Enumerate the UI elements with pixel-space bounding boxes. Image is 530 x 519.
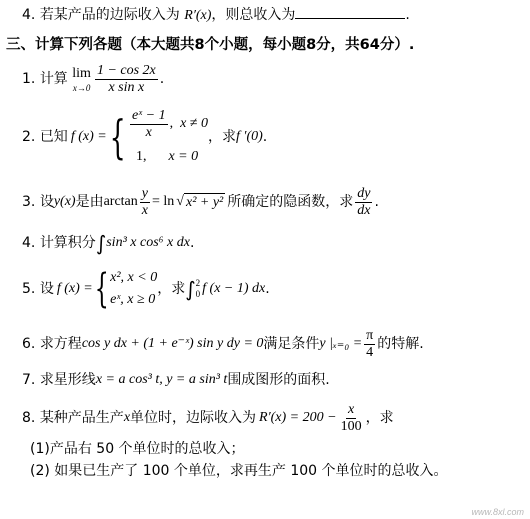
case-condition: x ≠ 0	[180, 116, 208, 131]
brace-icon: {	[94, 266, 109, 312]
math-expression: R′(x)	[184, 8, 212, 23]
upper-limit: 2	[195, 278, 201, 288]
initial-condition: y |ₓ₌₀ =	[319, 336, 363, 351]
problem-text: 求方程	[39, 336, 82, 352]
numerator: π	[366, 327, 374, 343]
problem-text-tail: 围成图形的面积.	[227, 372, 330, 388]
problem-1	[22, 58, 164, 100]
numerator: x	[347, 401, 355, 417]
problem-text-tail: 的特解.	[377, 336, 424, 352]
period: .	[405, 7, 410, 23]
case-numerator: eˣ − 1	[131, 107, 166, 123]
watermark-text: www.8xl.com	[471, 507, 524, 517]
problem-text-tail: 所确定的隐函数，求	[227, 194, 354, 210]
numerator: y	[141, 185, 148, 201]
problem-text: 某种产品生产	[39, 410, 124, 426]
condition-text: 满足条件	[263, 336, 320, 352]
period: .	[265, 281, 270, 297]
problem-4	[22, 232, 194, 254]
question-text: 若某产品的边际收入为	[39, 7, 180, 23]
brace-icon: {	[109, 110, 126, 164]
problem-6	[22, 324, 424, 364]
question-number: 4.	[22, 7, 36, 23]
problem-number: 4.	[22, 235, 36, 251]
problem-number: 7.	[22, 372, 36, 388]
integral-sign-icon: ∫	[185, 277, 196, 301]
equals-ln: = ln	[152, 194, 175, 209]
numerator: 1 − cos 2x	[96, 62, 156, 78]
case-1: x², x < 0	[110, 270, 158, 285]
sub-question-1: (1)产品右 50 个单位时的总收入；	[30, 441, 245, 457]
problem-text-tail: ，求	[365, 410, 394, 426]
denominator: x sin x	[108, 79, 145, 95]
integrand: f (x − 1) dx	[202, 281, 266, 296]
case-denominator: x	[145, 124, 152, 140]
problem-text: 设	[39, 281, 54, 297]
piecewise-cases: $\frac{\text{eˣ − 1}}{x}$ , x ≠ 0 1, x = 0	[131, 107, 208, 164]
period: .	[262, 129, 268, 145]
derivative-fraction	[355, 186, 372, 219]
problem-8-sub-2	[30, 462, 448, 480]
lim-label: lim	[72, 66, 91, 81]
period: .	[189, 235, 195, 251]
section-heading	[6, 36, 414, 54]
watermark-logo	[471, 507, 524, 517]
fraction	[339, 402, 364, 435]
problem-text: 计算积分	[39, 235, 96, 251]
case-condition: x = 0	[168, 149, 199, 164]
problem-text-mid: 是由	[75, 194, 104, 210]
period: .	[159, 71, 165, 87]
integral-sign-icon: ∫	[95, 231, 107, 255]
lower-limit: 0	[195, 289, 201, 299]
period: .	[374, 194, 379, 210]
case-fraction	[130, 108, 168, 141]
limit-operator	[72, 65, 91, 93]
function-def: f (x) =	[56, 281, 93, 296]
problem-8-sub-1	[30, 440, 245, 458]
curve-equation: x = a cos³ t, y = a sin³ t	[95, 372, 228, 387]
problem-number: 1.	[22, 71, 36, 87]
problem-2	[22, 104, 267, 170]
denominator: 4	[366, 344, 374, 360]
lim-subscript: x→0	[72, 83, 91, 93]
pi-fraction	[364, 328, 375, 361]
problem-7	[22, 370, 330, 390]
function-name: y(x)	[53, 194, 76, 209]
problem-8	[22, 398, 394, 438]
sub-question-2: (2) 如果已生产了 100 个单位，求再生产 100 个单位时的总收入。	[30, 463, 448, 479]
problem-number: 3.	[22, 194, 36, 210]
denominator: 100	[340, 418, 362, 434]
problem-text: 设	[39, 194, 54, 210]
integrand: sin³ x cos⁶ x dx	[106, 235, 190, 250]
problem-text: 已知	[39, 129, 68, 145]
case-value: 1,	[135, 149, 147, 164]
sqrt-body: x² + y²	[185, 194, 224, 210]
problem-text-mid: 单位时，边际收入为	[130, 410, 257, 426]
answer-blank	[295, 4, 405, 19]
denominator: dx	[357, 202, 371, 218]
integral-limits	[196, 278, 201, 300]
problem-number: 8.	[22, 410, 36, 426]
function-def: f (x) =	[70, 129, 107, 144]
problem-number: 6.	[22, 336, 36, 352]
piecewise-cases	[110, 267, 157, 311]
problem-text-tail: ，求	[208, 129, 236, 145]
problem-text: 求星形线	[39, 372, 96, 388]
problem-5	[22, 264, 270, 314]
problem-number: 5.	[22, 281, 36, 297]
problem-number: 2.	[22, 129, 36, 145]
numerator: dy	[357, 185, 371, 201]
case-2: eˣ, x ≥ 0	[110, 292, 156, 307]
ask-expression: f ′(0)	[236, 129, 263, 144]
marginal-revenue: R′(x) = 200 −	[259, 410, 337, 425]
question-text-tail: ，则总收入为	[211, 7, 296, 23]
problem-text: 计算	[39, 71, 68, 87]
problem-3: 3. 设 y(x) 是由 arctan $\frac{y}{x}$ = ln √ x² + y² 所确定的隐函数，求 $\frac{dy}{dx}$ .	[22, 185, 379, 218]
denominator: x	[141, 202, 148, 218]
differential-equation: cos y dx + (1 + e⁻ˣ) sin y dy = 0	[81, 336, 264, 351]
arctan-label: arctan	[103, 194, 138, 209]
fraction	[95, 63, 158, 96]
problem-text-tail: ，求	[157, 281, 186, 297]
question-4-prev	[22, 4, 410, 25]
section-title: 三、计算下列各题（本大题共8个小题，每小题8分，共64分）.	[6, 37, 415, 53]
variable: x	[123, 410, 131, 425]
fraction	[140, 186, 150, 219]
